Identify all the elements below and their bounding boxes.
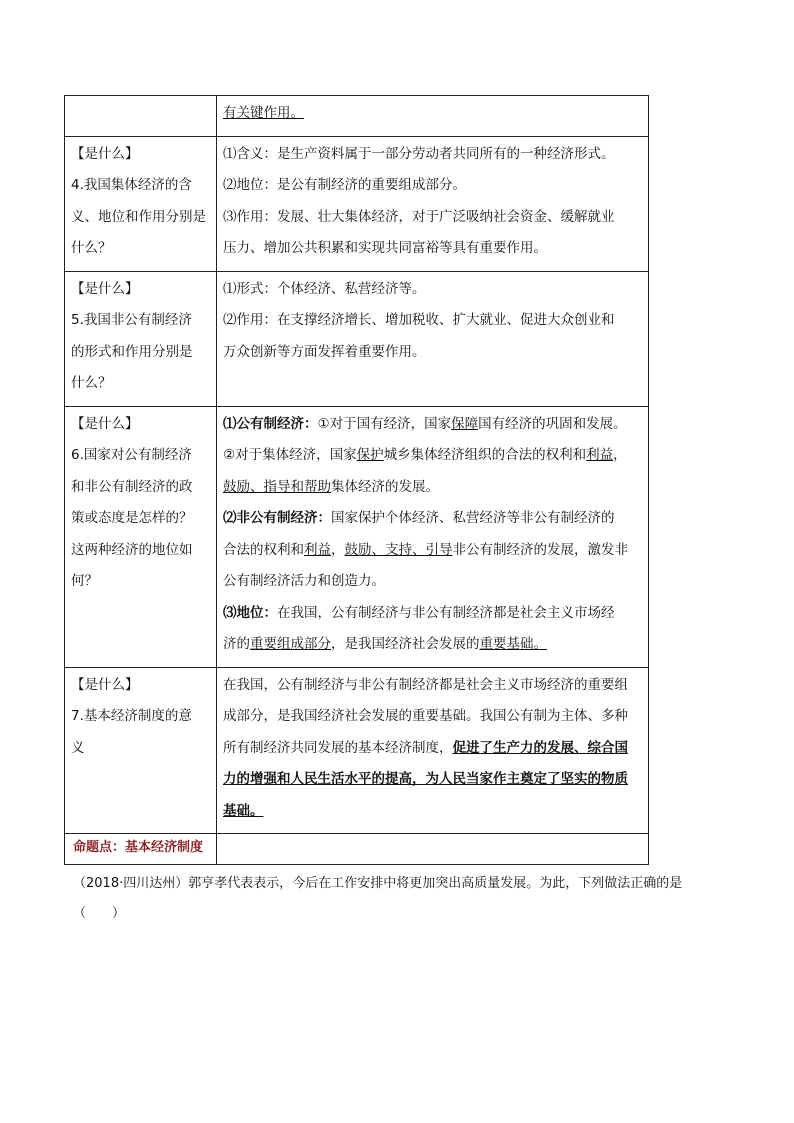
answer-line: ⑵地位：是公有制经济的重要组成部分。	[223, 177, 466, 193]
point-label: ⑵非公有制经济：	[223, 510, 331, 526]
answer-text: ，	[331, 541, 345, 558]
key-phrase: 重要基础。	[479, 636, 547, 652]
key-phrase: 保障	[451, 415, 479, 432]
question-line: 4.我国集体经济的含	[71, 177, 192, 193]
point-label: ⑶地位：	[223, 604, 277, 621]
question-tag: 【是什么】	[71, 676, 139, 693]
answer-line: 万众创新等方面发挥着重要作用。	[223, 343, 426, 360]
answer-line	[223, 472, 642, 504]
answer-text: 在我国，公有制经济与非公有制经济都是社会主义市场经	[277, 604, 615, 621]
topic-heading: 命题点：基本经济制度	[73, 840, 204, 855]
question-cell	[65, 271, 217, 406]
answer-line: ⑵作用：在支撑经济增长、增加税收、扩大就业、促进大众创业和	[223, 312, 615, 328]
key-phrase: 重要组成部分	[250, 636, 331, 652]
answer-cell	[217, 96, 649, 137]
answer-line: 力的增强和人民生活水平的提高，为人民当家作主奠定了坚实的物质	[223, 771, 628, 787]
answer-line: ⑴形式：个体经济、私营经济等。	[223, 280, 426, 297]
question-line: 的形式和作用分别是	[71, 343, 193, 360]
table-row	[65, 136, 649, 271]
question-line: 义、地位和作用分别是	[71, 208, 206, 225]
knowledge-table	[64, 95, 649, 865]
answer-text: 所有制经济共同发展的基本经济制度，	[223, 739, 453, 756]
answer-line: ⑴含义：是生产资料属于一部分劳动者共同所有的一种经济形式。	[223, 145, 615, 162]
answer-line	[223, 733, 642, 765]
answer-line	[223, 535, 642, 567]
answer-text: ①对于国有经济，国家	[317, 415, 452, 432]
table-row	[65, 406, 649, 667]
answer-text: 合法的权利和	[223, 541, 304, 558]
answer-line: 基础。	[223, 802, 264, 819]
key-phrase: 利益	[586, 447, 614, 463]
answer-cell	[217, 834, 649, 865]
answer-blank: （ ）	[73, 906, 126, 921]
answer-text: ，	[613, 447, 627, 463]
key-phrase: 促进了生产力的发展、综合国	[452, 739, 628, 756]
answer-text: 城乡集体经济组织的合法的权利和	[383, 447, 587, 463]
key-phrase: 鼓励、支持、引导	[344, 541, 453, 558]
answer-text: 国有经济的巩固和发展。	[478, 415, 627, 432]
answer-line	[223, 440, 642, 472]
answer-line: ⑶作用：发展、壮大集体经济，对于广泛吸纳社会资金、缓解就业	[223, 208, 615, 225]
question-line: 5.我国非公有制经济	[71, 312, 192, 328]
question-line: 什么？	[71, 375, 112, 391]
key-phrase: 鼓励、指导和帮助	[223, 478, 331, 495]
question-cell	[65, 96, 217, 137]
question-line: 什么？	[71, 240, 112, 256]
answer-cell	[217, 406, 649, 667]
answer-line: 有关键作用。	[223, 105, 304, 121]
question-cell	[65, 136, 217, 271]
answer-cell	[217, 136, 649, 271]
table-row	[65, 667, 649, 834]
question-tag: 【是什么】	[71, 415, 139, 432]
table-row	[65, 271, 649, 406]
answer-text: 国家保护个体经济、私营经济等非公有制经济的	[331, 510, 615, 526]
question-stem: （2018·四川达州）郭亨孝代表表示，今后在工作安排中将更加突出高质量发展。为此，下列做法正确的是	[73, 876, 683, 891]
question-cell	[65, 667, 217, 834]
question-line: 义	[71, 739, 85, 756]
question-line: 何？	[71, 573, 98, 589]
answer-line	[223, 598, 642, 630]
answer-text: ，是我国经济社会发展的	[331, 636, 480, 652]
answer-line: 压力、增加公共积累和实现共同富裕等具有重要作用。	[223, 240, 547, 256]
answer-line	[223, 503, 642, 535]
answer-text: ②对于集体经济，国家	[223, 447, 357, 463]
answer-line	[223, 409, 642, 441]
key-phrase: 保护	[356, 447, 384, 463]
question-line: 这两种经济的地位如	[71, 541, 193, 558]
question-tag: 【是什么】	[71, 145, 139, 162]
answer-line: 成部分，是我国经济社会发展的重要基础。我国公有制为主体、多种	[223, 708, 628, 724]
answer-cell	[217, 271, 649, 406]
question-line: 6.国家对公有制经济	[71, 447, 192, 463]
answer-text: 济的	[223, 636, 250, 652]
exam-question	[73, 869, 743, 929]
question-line: 7.基本经济制度的意	[71, 708, 192, 724]
answer-cell	[217, 667, 649, 834]
answer-line: 公有制经济活力和创造力。	[223, 573, 385, 589]
point-label: ⑴公有制经济：	[223, 415, 318, 432]
answer-line	[223, 629, 642, 661]
answer-line: 在我国，公有制经济与非公有制经济都是社会主义市场经济的重要组	[223, 676, 628, 693]
question-line: 策或态度是怎样的？	[71, 510, 193, 526]
table-row	[65, 96, 649, 137]
question-line: 和非公有制经济的政	[71, 478, 193, 495]
answer-text: 集体经济的发展。	[331, 478, 439, 495]
key-phrase: 利益	[304, 541, 331, 558]
answer-text: 非公有制经济的发展，激发非	[452, 541, 628, 558]
question-tag: 【是什么】	[71, 280, 139, 297]
question-cell	[65, 406, 217, 667]
